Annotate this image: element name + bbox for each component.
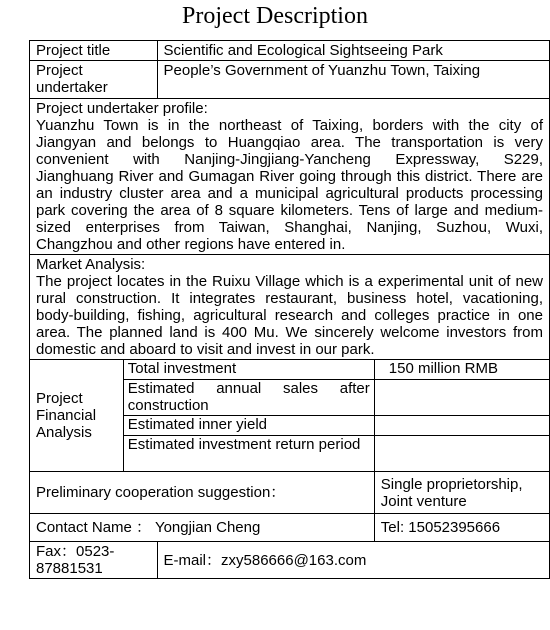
annual-sales-value — [374, 380, 549, 416]
contact-row — [30, 514, 550, 542]
return-period-value — [374, 436, 549, 472]
inner-yield-value — [374, 416, 549, 436]
market-heading: Market Analysis: — [36, 256, 146, 273]
profile-row — [30, 99, 550, 255]
market-cell — [30, 255, 550, 360]
contact-tel: Tel: 15052395666 — [374, 514, 549, 542]
annual-sales-label: Estimated annual sales after construction — [123, 380, 374, 416]
cooperation-value: Single proprietorship, Joint venture — [374, 472, 549, 514]
profile-text: Yuanzhu Town is in the northeast of Taixing, borders with the city of Jiangyan and belongs to Huangqiao area. The transportation is very convenient with Nanjing-Jingjiang-Yancheng Expressway, S229, Jianghuang River and Gumagan River going through this district. There are an industry cluster area and a municipal agricultural products processing park covering the area of 8 square kilometers. Tens of large and medium-sized enterprises from Taiwan, Shanghai, Nanjing, Suzhou, Wuxi, Changzhou and other regions have entered in. — [36, 117, 543, 253]
undertaker-value: People’s Government of Yuanzhu Town, Taixing — [157, 61, 549, 99]
total-investment-row — [30, 360, 550, 380]
total-investment-value: 150 million RMB — [374, 360, 549, 380]
contact-name: Contact Name ： Yongjian Cheng — [30, 514, 375, 542]
document-title: Project Description — [182, 3, 368, 29]
cooperation-label: Preliminary cooperation suggestion： — [30, 472, 375, 514]
project-title-value: Scientific and Ecological Sightseeing Park — [157, 41, 549, 61]
project-title-row — [30, 41, 550, 61]
market-text: The project locates in the Ruixu Village which is a experimental unit of new rural construction. It integrates restaurant, business hotel, vacationing, body-building, fishing, agricultural research and colleges practice in one area. The planned land is 400 Mu. We sincerely welcome investors from domestic and aboard to visit and invest in our park. — [36, 273, 543, 358]
contact-email: E-mail：zxy586666@163.com — [157, 542, 549, 579]
total-investment-label: Total investment — [123, 360, 374, 380]
project-title-label: Project title — [30, 41, 158, 61]
cooperation-row — [30, 472, 550, 514]
return-period-label: Estimated investment return period — [123, 436, 374, 472]
undertaker-row — [30, 61, 550, 99]
financial-analysis-label: Project Financial Analysis — [30, 360, 124, 472]
contact-fax: Fax：0523-87881531 — [30, 542, 158, 579]
inner-yield-label: Estimated inner yield — [123, 416, 374, 436]
fax-email-row — [30, 542, 550, 579]
project-description-table — [29, 40, 550, 579]
profile-cell — [30, 99, 550, 255]
market-row — [30, 255, 550, 360]
profile-heading: Project undertaker profile: — [36, 100, 208, 117]
undertaker-label: Project undertaker — [30, 61, 158, 99]
